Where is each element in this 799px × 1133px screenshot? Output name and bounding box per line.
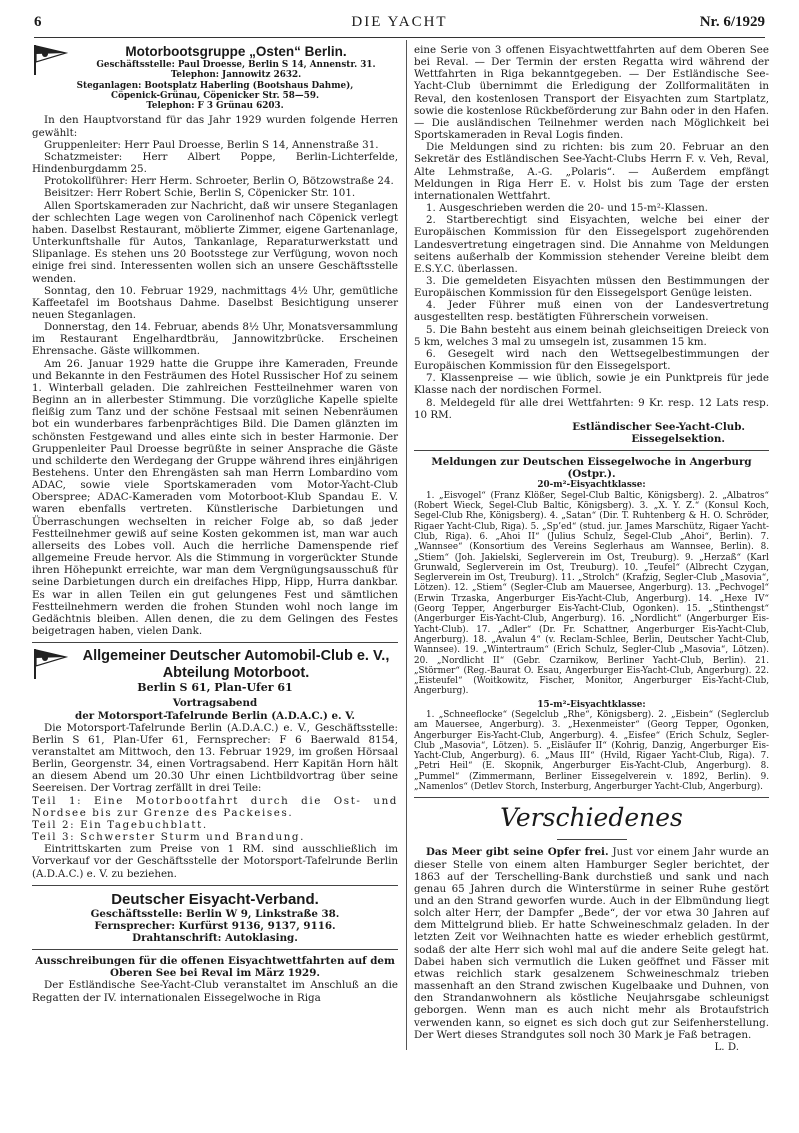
section-divider — [414, 450, 769, 451]
section-divider — [32, 949, 398, 950]
adac-part: Teil 3: Schwerster Sturm und Brandung. — [32, 831, 305, 844]
verschiedenes-lead: Das Meer gibt seine Opfer frei. — [426, 846, 609, 859]
reval-rule: 7. Klassenpreise — wie üblich, sowie je ein Punktpreis für jede Klasse nach der nordischen Formel. — [414, 372, 769, 397]
reval-title: Ausschreibungen für die offenen Eisyachtwettfahrten auf dem Oberen See bei Reval im März 1929. — [35, 955, 395, 980]
osten-paragraph: Gruppenleiter: Herr Paul Droesse, Berlin S 14, Annenstraße 31. — [44, 138, 379, 151]
eisyacht-line: Fernsprecher: Kurfürst 9136, 9137, 9116. — [94, 919, 336, 932]
osten-section — [32, 44, 398, 637]
adac-body: Die Motorsport-Tafelrunde Berlin (A.D.A.C.) e. V., Geschäftsstelle: Berlin S 61, Plan-Ufer 61, Fernsprecher: F 6 Baerwald 8154, veranstaltet am Mittwoch, den 13. Februar 1929, im großen Hörsaal Berlin, Georgenstr. 34, einen Vortragsabend. Herr Kapitän Horn hält an diesem Abend um 20.30 Uhr einen Lichtbildvortrag über seine Seereisen. Der Vortrag zerfällt in drei Teile: — [32, 721, 398, 795]
class20-title: 20-m²-Eisyachtklasse: — [537, 480, 646, 491]
page-header — [34, 14, 765, 34]
class15-title: 15-m²-Eisyachtklasse: — [537, 699, 646, 710]
section-divider — [32, 885, 398, 886]
adac-part: Teil 2: Ein Tagebuchblatt. — [32, 818, 208, 831]
section-divider — [414, 797, 769, 798]
section-divider — [557, 839, 627, 840]
osten-paragraph: Donnerstag, den 14. Februar, abends 8½ Uhr, Monatsversammlung im Restaurant Engelhardtbräu, Jannowitzbrücke. Erscheinen Ehrensache. Gäste willkommen. — [32, 321, 398, 358]
verschiedenes-title: Verschiedenes — [500, 803, 683, 833]
adac-part: Teil 1: Eine Motorbootfahrt durch die Ost- und Nordsee bis zur Grenze des Packeises. — [32, 794, 398, 819]
eisyacht-section — [32, 891, 398, 1004]
class20-list: 1. „Eisvogel“ (Franz Klößer, Segel-Club Baltic, Königsberg). 2. „Albatros“ (Robert Wieck, Segel-Club Baltic, Königsberg). 3. „X. Y. Z.“ (Konsul Koch, Segel-Club Rhe, Königsberg). 4. „Satan“ (Dir. T. Ruhtenberg & H. O. Schröder, Rigaer Yacht-Club, Riga). 5. „Sp’ed“ (stud. jur. James Marschütz, Rigaer Yacht-Club, Riga). 6. „Ahoi II“ (Julius Schulz, Segel-Club „Ahoi“, Berlin). 7. „Wannsee“ (Konsortium des Vereins Seglerhaus am Wannsee, Berlin). 8. „Stiem“ (Joh. Jakielski, Seglerverein im Ost, Treuburg). 9. „Herzaß“ (Karl Grunwald, Seglerverein im Ost, Treuburg). 10. „Teufel“ (Albrecht Czygan, Seglerverein im Ost, Treuburg). 11. „Strolch“ (Krafzig, Segler-Club „Masovia“, Lötzen). 12. „Stiem“ (Segler-Club am Mauersee, Angerburg). 13. „Pechvogel“ (Erwin Trzaska, Angerburger Eis-Yacht-Club, Angerburg). 14. „Hexe IV“ (Georg Tepper, Angerburger Eis-Yacht-Club, Ogonken). 15. „Stinthengst“ (Angerburger Eis-Yacht-Club, Angerburg). 16. „Nordlicht“ (Angerburger Eis-Yacht-Club). 17. „Adler“ (Dr. Fr. Schattner, Angerburger Eis-Yacht-Club, Angerburg). 18. „Avalun 4“ (v. Reclam-Schlee, Berlin, Deutscher Yacht-Club, Wannsee). 19. „Wintertraum“ (Erich Schulz, Segler-Club „Masovia“, Lötzen). 20. „Nordlicht II“ (Gebr. Czarnikow, Berliner Yacht-Club, Berlin). 21. „Störmer“ (Reg.-Baurat O. Esau, Angerburger Eis-Yacht-Club, Angerburg). 22. „Eisteufel“ (Woitkowitz, Fischer, Monitor, Angerburger Eis-Yacht-Club, Angerburg). — [414, 490, 769, 697]
reval-intro: Der Estländische See-Yacht-Club veranstaltet im Anschluß an die Regatten der IV. internationalen Eissegelwoche in Riga — [32, 979, 398, 1004]
magazine-title: DIE YACHT — [351, 14, 448, 30]
reval-rule: 8. Meldegeld für alle drei Wettfahrten: 9 Kr. resp. 12 Lats resp. 10 RM. — [414, 396, 769, 421]
reval-rule: 3. Die gemeldeten Eisyachten müssen den Bestimmungen der Europäischen Kommission für den Eissegelsport Genüge leisten. — [414, 274, 769, 300]
reval-rule: 1. Ausgeschrieben werden die 20- und 15-m²-Klassen. — [426, 202, 709, 215]
reval-meldungen: Die Meldungen sind zu richten: bis zum 20. Februar an den Sekretär des Estländischen See-Yacht-Clubs Herrn F. v. Veh, Reval, Alte Lehmstraße, A.-G. „Polaris“. — Außerdem empfängt Meldungen in Riga Herr E. v. Holst bis zum Tage der ersten internationalen Wettfahrt. — [414, 141, 769, 202]
osten-address-2: Telephon: Jannowitz 2632. — [170, 70, 302, 81]
adac-event-subtitle: der Motorsport-Tafelrunde Berlin (A.D.A.C.) e. V. — [75, 709, 355, 722]
angerburg-title: Meldungen zur Deutschen Eissegelwoche in Angerburg (Ostpr.). — [431, 456, 752, 481]
osten-paragraph: Schatzmeister: Herr Albert Poppe, Berlin-Lichterfelde, Hindenburgdamm 25. — [32, 150, 398, 176]
osten-paragraph: In den Hauptvorstand für das Jahr 1929 wurden folgende Herren gewählt: — [32, 114, 398, 139]
class15-list: 1. „Schneeflocke“ (Segelclub „Rhe“, Königsberg). 2. „Eisbein“ (Seglerclub am Mauersee, Angerburg). 3. „Hexenmeister“ (Georg Tepper, Ogonken, Angerburger Eis-Yacht-Club, Angerburg). 4. „Eisfee“ (Erich Schulz, Segler-Club „Masovia“, Lötzen). 5. „Eisläufer II“ (Kohrig, Danzig, Angerburger Eis-Yacht-Club, Angerburg). 6. „Maus III“ (Hvild, Rigaer Yacht-Club, Riga). 7. „Petri Heil“ (E. Skopnik, Angerburger Eis-Yacht-Club, Angerburg). 8. „Pummel“ (Zimmermann, Berliner Eissegelverein v. 1892, Berlin). 9. „Namenlos“ (Detlev Storch, Insterburg, Angerburger Yacht-Club, Angerburg). — [414, 710, 769, 793]
adac-subtitle: Abteilung Motorboot. — [162, 665, 310, 682]
column-divider — [406, 40, 407, 1050]
club-pennant-icon — [32, 44, 68, 76]
adac-section — [32, 648, 398, 880]
page-number: 6 — [34, 14, 42, 30]
verschiedenes-body: Just vor einem Jahr wurde an dieser Stelle von einem alten Hamburger Segler berichtet, der 1863 auf der Terschelling-Bank durchstieß und sank und nach genau 65 Jahren durch die Winterstürme in seiner Ruhe gestört und an den Strand geworfen wurde. Auch in der Elbmündung liegt solch alter Herr, der Dampfer „Bede“, der vor etwa 30 Jahren auf dem Mittelgrund blieb. Er hatte Schweineschmalz geladen. In der letzten Zeit vor Weihnachten hatte es wieder erheblich gestürmt, sodaß der alte Herr sich wohl mal auf die andere Seite gelegt hat. Dabei haben sich vermutlich die Luken geöffnet und Fässer mit etwas reichlich stark gesalzenem Schweineschmalz trieben massenhaft an den Strand zwischen Kugelbaake und Duhnen, von den Strandanwohnern als köstliche Neujahrsgabe schleunigst geborgen. Wenn man es auch nicht mehr als Brotaufstrich verwenden kann, so eignet es sich doch gut zur Seifenherstellung. Der Wert dieses Strandgutes soll noch 30 Mark je Faß betragen. — [414, 846, 769, 1041]
right-column — [414, 44, 769, 1053]
osten-paragraph: Sonntag, den 10. Februar 1929, nachmittags 4½ Uhr, gemütliche Kaffeetafel im Bootshaus Dahme. Daselbst Besichtigung unserer neuen Steganlagen. — [32, 284, 398, 321]
osten-title: Motorbootsgruppe „Osten“ Berlin. — [125, 44, 347, 59]
reval-rule: 2. Startberechtigt sind Eisyachten, welche bei einer der Europäischen Kommission für den Eissegelsport zugehörenden Landesvertretung eingetragen sind. Die Annahme von Meldungen seitens außerhalb der Kommission stehender Vereine bleibt dem E.S.Y.C. überlassen. — [414, 214, 769, 275]
reval-rule: 4. Jeder Führer muß einen von der Landesvertretung ausgestellten resp. bestätigten Führerschein vorweisen. — [414, 299, 769, 324]
adac-title: Allgemeiner Deutscher Automobil-Club e. V., — [82, 648, 390, 665]
reval-continued: eine Serie von 3 offenen Eisyachtwettfahrten auf dem Oberen See bei Reval. — Der Termin der ersten Regatta wird während der Wettfahrten in Riga bekanntgegeben. — Der Estländische See-Yacht-Club übernimmt die Erledigung der Zollformalitäten in Reval, den kostenlosen Transport der Eisyachten zum Startplatz, sowie die kostenlose Rückbeförderung zur Bahn oder in den Hafen. — Die ausländischen Teilnehmer werden nach Möglichkeit bei Sportskameraden in Reval Logis finden. — [414, 44, 769, 142]
osten-paragraph: Beisitzer: Herr Robert Schie, Berlin S, Cöpenicker Str. 101. — [44, 187, 356, 200]
osten-address-4: Cöpenick-Grünau, Cöpenicker Str. 58—59. — [110, 90, 320, 101]
reval-rule: 5. Die Bahn besteht aus einem beinah gleichseitigen Dreieck von 5 km, welches 3 mal zu umsegeln ist, zusammen 15 km. — [414, 323, 769, 348]
osten-address-3: Steganlagen: Bootsplatz Haberling (Bootshaus Dahme), — [76, 80, 354, 91]
adac-event-title: Vortragsabend — [172, 697, 258, 710]
left-column — [32, 44, 398, 1004]
section-divider — [32, 642, 398, 643]
header-rule — [34, 37, 765, 38]
club-pennant-icon — [32, 648, 68, 680]
eisyacht-line: Drahtanschrift: Autoklasing. — [132, 932, 298, 945]
osten-address-5: Telephon: F 3 Grünau 6203. — [146, 101, 284, 112]
eisyacht-line: Geschäftsstelle: Berlin W 9, Linkstraße 38. — [90, 907, 340, 920]
reval-rule: 6. Gesegelt wird nach den Wettsegelbestimmungen der Europäischen Kommission für den Eissegelsport. — [414, 347, 769, 373]
reval-signature-club: Estländischer See-Yacht-Club. — [572, 420, 745, 433]
adac-footer: Eintrittskarten zum Preise von 1 RM. sind ausschließlich im Vorverkauf vor der Geschäftsstelle der Motorsport-Tafelrunde Berlin (A.D.A.C.) e. V. zu beziehen. — [32, 843, 398, 880]
osten-address-1: Geschäftsstelle: Paul Droesse, Berlin S 14, Annenstr. 31. — [96, 60, 376, 70]
eisyacht-title: Deutscher Eisyacht-Verband. — [111, 890, 319, 908]
adac-address: Berlin S 61, Plan-Ufer 61 — [137, 681, 293, 695]
osten-paragraph: Am 26. Januar 1929 hatte die Gruppe ihre Kameraden, Freunde und Bekannte in den Festräumen des Hotel Russischer Hof zu seinem 1. Winterball geladen. Die zahlreichen Festteilnehmer waren von Beginn an in allerbester Stimmung. Die vorzügliche Kapelle spielte fleißig zum Tanz und der schöne Festsaal mit seinen Nebenräumen bot ein wunderbares farbenprächtiges Bild. Die Damen glänzten im schönsten Festgewand und alles einte sich in bester Harmonie. Der Gruppenleiter Paul Droesse begrüßte in seiner Ansprache die Gäste und schilderte den Werdegang der Gruppe während ihres einjährigen Bestehens. Unter den Ehrengästen sah man Herrn Lombardino vom ADAC, sowie viele Sportskameraden vom Motor-Yacht-Club Oberspree; ADAC-Kameraden vom Motorboot-Klub Spandau E. V. waren ebenfalls vertreten. Künstlerische Darbietungen und Überraschungen wechselten in reicher Folge ab, so daß jeder Festteilnehmer gewiß auf seine Kosten gekommen ist, man war auch allerseits des Lobes voll. Auch die herrliche Damenspende rief allgemeine Freude hervor. Als die Stimmung in vorgerückter Stunde ihren Höhepunkt erreichte, war man dem Vergnügungsausschuß für seine Darbietungen durch ein dreifaches Hipp, Hipp, Hurra dankbar. Es war in allen Teilen ein gut gelungenes Fest und sämtlichen Festteilnehmern werden die frohen Stunden wohl noch lange im Gedächtnis bleiben. Allen denen, die zu dem Gelingen des Festes beigetragen haben, vielen Dank. — [32, 357, 398, 638]
osten-paragraph: Allen Sportskameraden zur Nachricht, daß wir unsere Steganlagen der schlechten Lage wegen von Carolinenhof nach Cöpenick verlegt haben. Daselbst Restaurant, möblierte Zimmer, eigene Gartenanlage, Unterkunftshalle für Autos, Tankanlage, Reparaturwerkstatt und Slipanlage. Es stehen uns 20 Bootsstege zur Verfügung, wovon noch einige frei sind. Interessenten wollen sich an unsere Geschäftsstelle wenden. — [32, 199, 398, 285]
verschiedenes-signature: L. D. — [714, 1040, 739, 1053]
osten-paragraph: Protokollführer: Herr Herm. Schroeter, Berlin O, Bötzowstraße 24. — [44, 175, 394, 188]
reval-signature-section: Eissegelsektion. — [631, 433, 725, 445]
issue-number: Nr. 6/1929 — [699, 14, 765, 30]
